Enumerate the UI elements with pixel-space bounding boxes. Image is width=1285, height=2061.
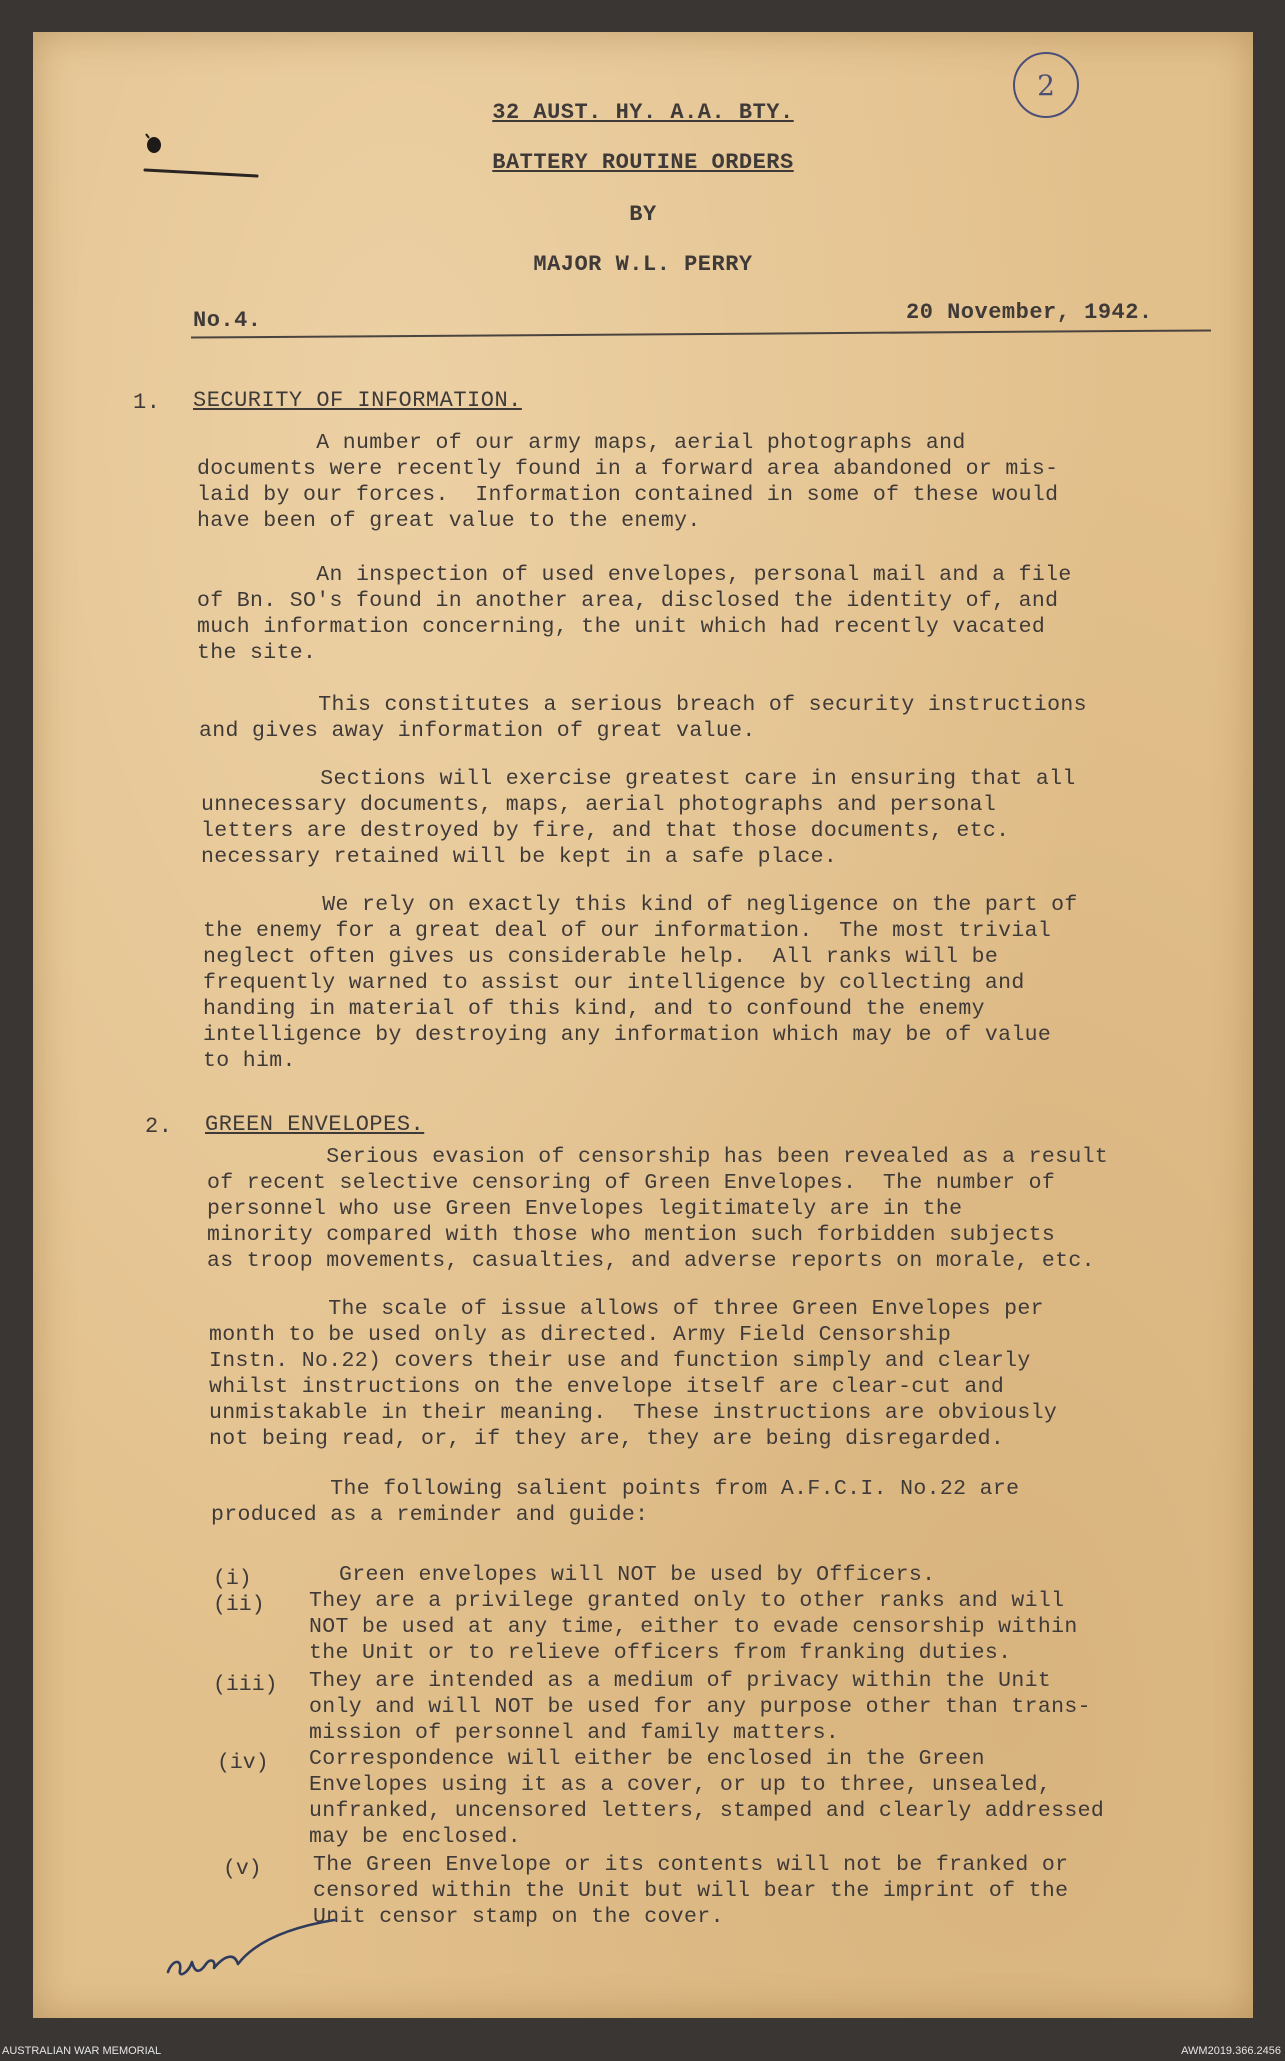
unit-heading: 32 AUST. HY. A.A. BTY. <box>492 100 794 125</box>
page-number-text: 2 <box>1037 68 1055 102</box>
list-item-label: (iii) <box>213 1673 278 1697</box>
header-rule <box>191 329 1211 338</box>
list-item-label: (ii) <box>213 1593 265 1617</box>
list-item: Correspondence will either be enclosed in the Green Envelopes using it as a cover, or up to three, unsealed, unfranked, uncensored letters, stamped and clearly addressed may be enclosed. <box>309 1747 1105 1849</box>
paragraph: Serious evasion of censorship has been revealed as a result of recent selective censoring of Green Envelopes. The number of personnel who use Green Envelopes legitimately are in the minority compared with those who mention such forbidden subjects as troop movements, casualties, and adverse reports on morale, etc. <box>207 1145 1109 1273</box>
footer-accession: AWM2019.366.2456 <box>1181 2045 1281 2057</box>
list-item: They are a privilege granted only to other ranks and will NOT be used at any time, either to evade censorship within the Unit or to relieve officers from franking duties. <box>309 1589 1078 1665</box>
footer-source: AUSTRALIAN WAR MEMORIAL <box>2 2045 162 2057</box>
officer-name: MAJOR W.L. PERRY <box>533 252 753 277</box>
by-line: BY <box>629 202 657 227</box>
list-item: Green envelopes will NOT be used by Officers. <box>339 1563 936 1587</box>
section-heading: GREEN ENVELOPES. <box>205 1112 425 1137</box>
list-item-label: (iv) <box>217 1751 269 1775</box>
document-title: BATTERY ROUTINE ORDERS <box>492 150 794 175</box>
section-heading: SECURITY OF INFORMATION. <box>193 388 522 413</box>
document-page <box>33 32 1253 2018</box>
paragraph: We rely on exactly this kind of negligence on the part of the enemy for a great deal of our information. The most trivial neglect often gives us considerable help. All ranks will be frequently warned to assist our intelligence by collecting and handing in material of this kind, and to confound the enemy intelligence by destroying any information which may be of value to him. <box>203 893 1078 1073</box>
list-item: They are intended as a medium of privacy within the Unit only and will NOT be used for any purpose other than trans- mission of personnel and family matters. <box>309 1669 1091 1745</box>
order-number: No.4. <box>193 308 262 333</box>
paragraph: Sections will exercise greatest care in ensuring that all unnecessary documents, maps, aerial photographs and personal letters are destroyed by fire, and that those documents, etc. necessary retained will be kept in a safe place. <box>201 767 1076 869</box>
list-item-label: (i) <box>213 1567 252 1591</box>
list-item-label: (v) <box>223 1857 262 1881</box>
section-number: 1. <box>133 390 161 415</box>
paragraph: A number of our army maps, aerial photographs and documents were recently found in a forward area abandoned or mis- laid by our forces. Information contained in some of these would have been of great value to the enemy. <box>197 431 1059 533</box>
handwritten-initials-icon <box>158 1912 348 1992</box>
list-item: The Green Envelope or its contents will not be franked or censored within the Unit but will bear the imprint of the Unit censor stamp on the cover. <box>313 1853 1069 1929</box>
section-number: 2. <box>145 1114 173 1139</box>
paragraph: An inspection of used envelopes, personal mail and a file of Bn. SO's found in another area, disclosed the identity of, and much information concerning, the unit which had recently vacated the site. <box>197 563 1072 665</box>
paragraph: This constitutes a serious breach of security instructions and gives away information of great value. <box>199 693 1087 743</box>
paragraph: The scale of issue allows of three Green Envelopes per month to be used only as directed. Army Field Censorship Instn. No.22) covers their use and function simply and clearly whilst instructions on the envelope itself are clear-cut and unmistakable in their meaning. These instructions are obviously not being read, or, if they are, they are being disregarded. <box>209 1297 1058 1451</box>
paragraph: The following salient points from A.F.C.I. No.22 are produced as a reminder and guide: <box>211 1477 1020 1527</box>
order-date: 20 November, 1942. <box>906 300 1153 325</box>
